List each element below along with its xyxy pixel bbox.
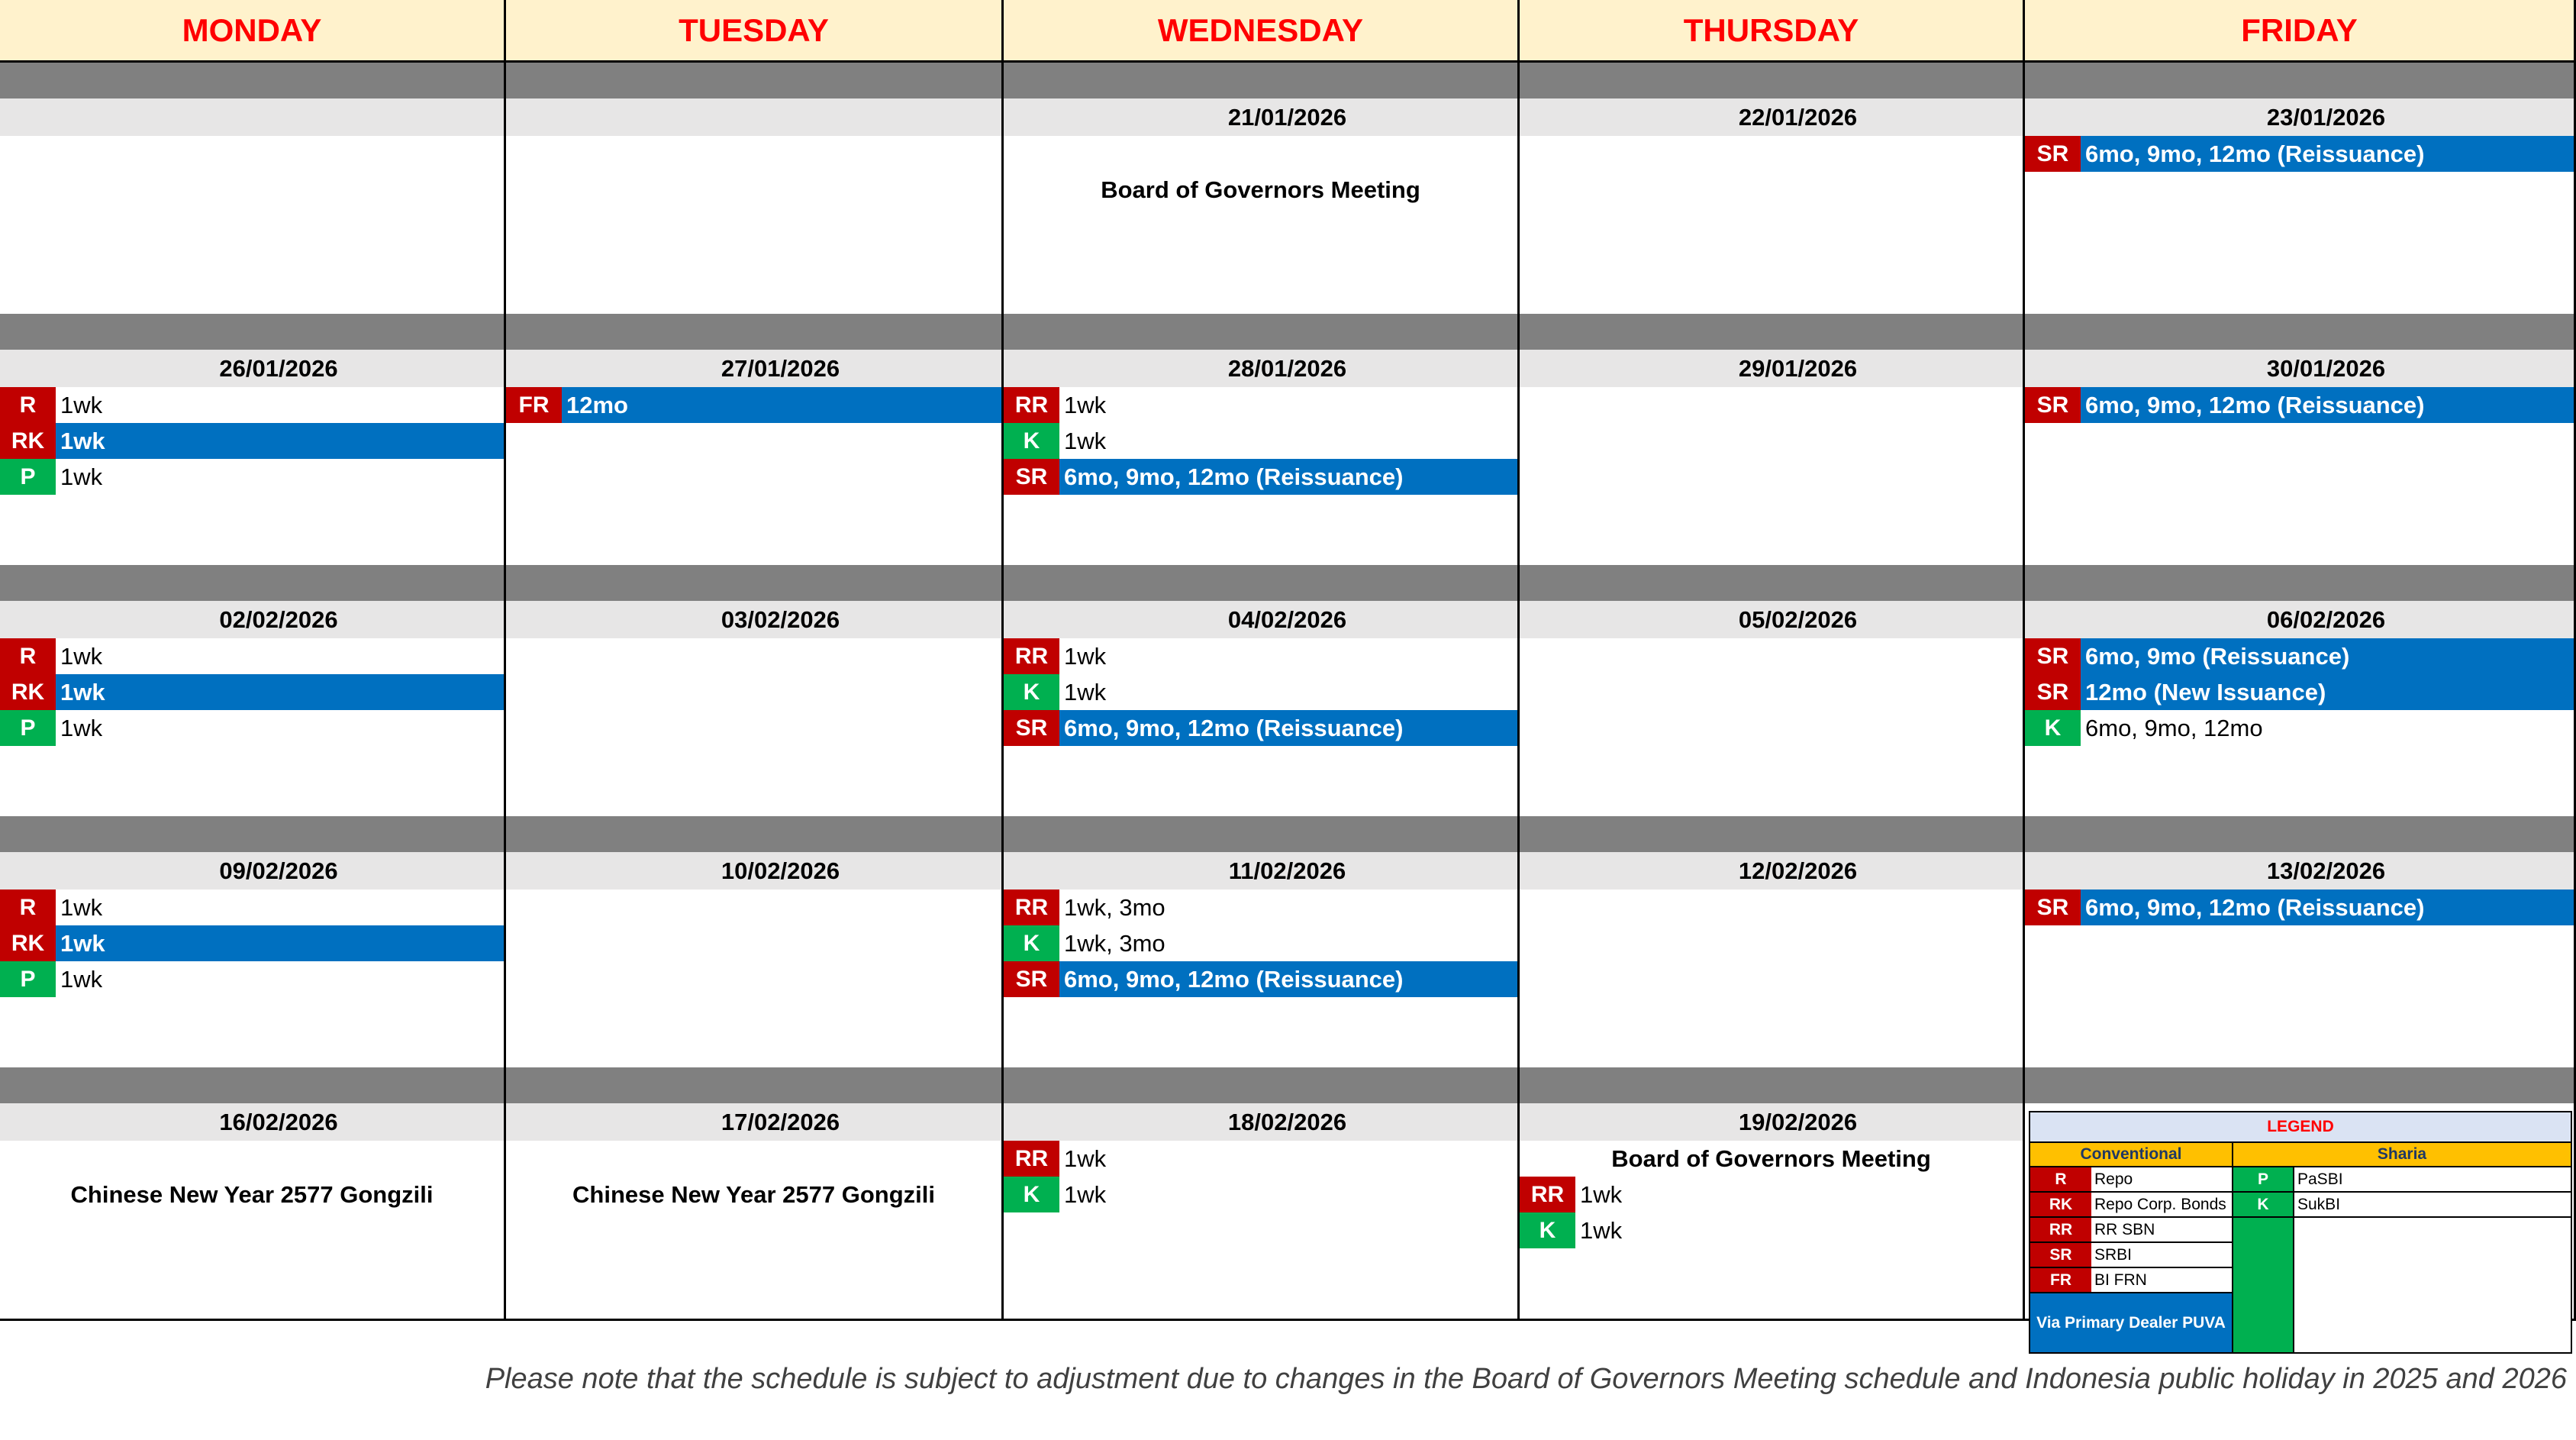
tenor-text: 6mo, 9mo, 12mo (Reissuance) xyxy=(1064,463,1404,490)
legend-code-sharia xyxy=(2232,1268,2293,1293)
legend-row-conventional xyxy=(2030,1218,2232,1243)
day-header-tuesday: TUESDAY xyxy=(506,0,1004,63)
auction-item[interactable] xyxy=(1004,459,1517,495)
tenor-text: 1wk xyxy=(1064,1180,1107,1208)
event-note: Chinese New Year 2577 Gongzili xyxy=(70,1180,434,1208)
day-header-friday: FRIDAY xyxy=(2025,0,2576,63)
date-label: 02/02/2026 xyxy=(0,601,504,638)
day-cell[interactable] xyxy=(2025,565,2576,816)
auction-item[interactable] xyxy=(1004,890,1517,925)
tenor-text: 1wk xyxy=(60,965,103,993)
week-separator xyxy=(2025,63,2574,98)
week-separator xyxy=(506,565,1001,601)
legend-code: SR xyxy=(2030,1243,2091,1267)
week-separator xyxy=(506,63,1001,98)
day-header-wednesday: WEDNESDAY xyxy=(1004,0,1520,63)
day-header-thursday: THURSDAY xyxy=(1520,0,2025,63)
week-separator xyxy=(2025,565,2574,601)
week-separator xyxy=(1004,63,1517,98)
instrument-badge: K xyxy=(1004,925,1059,961)
date-label: 12/02/2026 xyxy=(1520,852,2023,890)
day-cell[interactable] xyxy=(1520,63,2025,314)
day-header-monday: MONDAY xyxy=(0,0,506,63)
day-cell[interactable] xyxy=(1520,314,2025,565)
tenor-text: 6mo, 9mo, 12mo (Reissuance) xyxy=(1064,714,1404,741)
week-separator xyxy=(1004,1067,1517,1103)
auction-item[interactable] xyxy=(1004,710,1517,746)
auction-item[interactable] xyxy=(1004,674,1517,710)
date-label: 19/02/2026 xyxy=(1520,1103,2023,1141)
tenor-text: 1wk xyxy=(1580,1216,1623,1244)
instrument-badge: SR xyxy=(2025,387,2081,423)
day-cell[interactable] xyxy=(0,816,506,1067)
week-separator xyxy=(2025,314,2574,350)
spacer xyxy=(506,1141,1001,1177)
legend-conventional-header: Conventional xyxy=(2030,1143,2232,1167)
spacer xyxy=(1004,136,1517,172)
legend-code: RR xyxy=(2030,1218,2091,1241)
instrument-badge: RK xyxy=(0,674,56,710)
day-cell[interactable] xyxy=(506,565,1004,816)
auction-item[interactable] xyxy=(0,890,504,925)
day-cell[interactable] xyxy=(2025,63,2576,314)
date-label: 17/02/2026 xyxy=(506,1103,1001,1141)
date-label: 11/02/2026 xyxy=(1004,852,1517,890)
date-label: 06/02/2026 xyxy=(2025,601,2574,638)
day-cell[interactable] xyxy=(506,314,1004,565)
week-separator xyxy=(2025,1067,2574,1103)
legend-title: LEGEND xyxy=(2030,1112,2571,1143)
day-cell[interactable] xyxy=(506,816,1004,1067)
tenor-text: 6mo, 9mo (Reissuance) xyxy=(2085,642,2350,670)
auction-item[interactable] xyxy=(2025,710,2574,746)
date-label: 27/01/2026 xyxy=(506,350,1001,387)
date-label: 09/02/2026 xyxy=(0,852,504,890)
auction-item[interactable] xyxy=(1004,638,1517,674)
day-cell[interactable] xyxy=(506,63,1004,314)
day-cell[interactable] xyxy=(2025,314,2576,565)
day-cell[interactable] xyxy=(0,565,506,816)
day-cell[interactable] xyxy=(1004,565,1520,816)
day-cell[interactable] xyxy=(1520,816,2025,1067)
auction-item[interactable] xyxy=(1004,925,1517,961)
auction-item[interactable] xyxy=(1004,1177,1517,1212)
tenor-text: 1wk xyxy=(1064,642,1107,670)
auction-item[interactable] xyxy=(0,387,504,423)
instrument-badge: FR xyxy=(506,387,562,423)
week-separator xyxy=(1004,314,1517,350)
day-cell[interactable] xyxy=(0,63,506,314)
tenor-text: 6mo, 9mo, 12mo (Reissuance) xyxy=(2085,893,2425,921)
date-label: 05/02/2026 xyxy=(1520,601,2023,638)
legend-code-sharia xyxy=(2232,1243,2293,1268)
legend-row-conventional xyxy=(2030,1167,2232,1193)
auction-item[interactable] xyxy=(2025,674,2574,710)
auction-item[interactable] xyxy=(0,925,504,961)
instrument-badge: RR xyxy=(1004,638,1059,674)
day-cell[interactable] xyxy=(1004,63,1520,314)
instrument-badge: SR xyxy=(1004,459,1059,495)
auction-item[interactable] xyxy=(1520,1177,2023,1212)
auction-item[interactable] xyxy=(2025,890,2574,925)
legend-name: Repo Corp. Bonds xyxy=(2091,1193,2232,1216)
instrument-badge: RR xyxy=(1004,387,1059,423)
date-label: 04/02/2026 xyxy=(1004,601,1517,638)
legend xyxy=(2029,1111,2572,1354)
legend-name: SRBI xyxy=(2091,1243,2232,1267)
instrument-badge: P xyxy=(0,459,56,495)
tenor-text: 1wk, 3mo xyxy=(1064,893,1165,921)
instrument-badge: RK xyxy=(0,423,56,459)
legend-name: Repo xyxy=(2091,1167,2232,1191)
week-separator xyxy=(0,1067,504,1103)
event-note: Chinese New Year 2577 Gongzili xyxy=(572,1180,935,1208)
instrument-badge: SR xyxy=(1004,961,1059,997)
tenor-text: 1wk xyxy=(1064,391,1107,418)
legend-sharia-header: Sharia xyxy=(2232,1143,2571,1167)
legend-code: RK xyxy=(2030,1193,2091,1216)
tenor-text: 1wk xyxy=(60,427,105,454)
auction-item[interactable] xyxy=(0,638,504,674)
instrument-badge: SR xyxy=(2025,638,2081,674)
date-label: 22/01/2026 xyxy=(1520,98,2023,136)
date-label: 10/02/2026 xyxy=(506,852,1001,890)
auction-item[interactable] xyxy=(2025,136,2574,172)
instrument-badge: K xyxy=(1004,1177,1059,1212)
week-separator xyxy=(0,314,504,350)
date-label: 23/01/2026 xyxy=(2025,98,2574,136)
event-note: Board of Governors Meeting xyxy=(1101,176,1420,203)
event-note: Board of Governors Meeting xyxy=(1611,1145,1931,1172)
tenor-text: 1wk xyxy=(60,463,103,490)
tenor-text: 1wk xyxy=(1064,678,1107,705)
auction-item[interactable] xyxy=(0,710,504,746)
date-label: 21/01/2026 xyxy=(1004,98,1517,136)
legend-name-sharia: PaSBI xyxy=(2293,1167,2571,1193)
date-label: 16/02/2026 xyxy=(0,1103,504,1141)
auction-item[interactable] xyxy=(0,423,504,459)
tenor-text: 1wk xyxy=(60,642,103,670)
legend-code: FR xyxy=(2030,1268,2091,1292)
date-label: 18/02/2026 xyxy=(1004,1103,1517,1141)
tenor-text: 1wk xyxy=(60,391,103,418)
instrument-badge: SR xyxy=(2025,890,2081,925)
tenor-text: 1wk xyxy=(1580,1180,1623,1208)
tenor-text: 1wk xyxy=(60,714,103,741)
instrument-badge: RR xyxy=(1004,1141,1059,1177)
week-separator xyxy=(506,1067,1001,1103)
legend-row-conventional xyxy=(2030,1193,2232,1218)
legend-code-sharia: K xyxy=(2232,1193,2293,1218)
instrument-badge: RK xyxy=(0,925,56,961)
tenor-text: 12mo (New Issuance) xyxy=(2085,678,2326,705)
instrument-badge: R xyxy=(0,890,56,925)
week-separator xyxy=(1520,63,2023,98)
auction-item[interactable] xyxy=(1004,423,1517,459)
instrument-badge: K xyxy=(2025,710,2081,746)
tenor-text: 1wk xyxy=(60,929,105,957)
legend-row-conventional xyxy=(2030,1243,2232,1268)
instrument-badge: RR xyxy=(1520,1177,1575,1212)
auction-item[interactable] xyxy=(0,674,504,710)
tenor-text: 6mo, 9mo, 12mo (Reissuance) xyxy=(2085,140,2425,167)
legend-sharia-fill xyxy=(2232,1293,2293,1352)
legend-name-sharia xyxy=(2293,1243,2571,1268)
date-label: 28/01/2026 xyxy=(1004,350,1517,387)
week-separator xyxy=(1004,565,1517,601)
day-cell[interactable] xyxy=(1520,1067,2025,1319)
instrument-badge: R xyxy=(0,387,56,423)
auction-item[interactable] xyxy=(2025,387,2574,423)
auction-item[interactable] xyxy=(0,459,504,495)
legend-name-sharia xyxy=(2293,1218,2571,1243)
day-cell[interactable] xyxy=(1520,565,2025,816)
week-separator xyxy=(506,314,1001,350)
auction-item[interactable] xyxy=(1004,387,1517,423)
legend-name-sharia: SukBI xyxy=(2293,1193,2571,1218)
legend-code-sharia: P xyxy=(2232,1167,2293,1193)
week-separator xyxy=(0,63,504,98)
day-cell[interactable] xyxy=(1004,1067,1520,1319)
instrument-badge: P xyxy=(0,961,56,997)
week-separator xyxy=(1520,565,2023,601)
tenor-text: 6mo, 9mo, 12mo (Reissuance) xyxy=(2085,391,2425,418)
footer-note: Please note that the schedule is subject to adjustment due to changes in the Board of Governors Meeting schedule and Indonesia public holiday in 2025 and 2026 xyxy=(485,1363,2567,1395)
week-separator xyxy=(1520,314,2023,350)
auction-item[interactable] xyxy=(2025,638,2574,674)
auction-item[interactable] xyxy=(1520,1212,2023,1248)
instrument-badge: K xyxy=(1004,423,1059,459)
instrument-badge: SR xyxy=(2025,674,2081,710)
tenor-text: 1wk, 3mo xyxy=(1064,929,1165,957)
tenor-text: 1wk xyxy=(60,678,105,705)
date-label: 13/02/2026 xyxy=(2025,852,2574,890)
week-separator xyxy=(2025,816,2574,852)
tenor-text: 12mo xyxy=(566,391,628,418)
legend-code: R xyxy=(2030,1167,2091,1191)
tenor-text: 1wk xyxy=(1064,1145,1107,1172)
week-separator xyxy=(0,565,504,601)
legend-code-sharia xyxy=(2232,1218,2293,1243)
date-label xyxy=(506,98,1001,136)
week-separator xyxy=(1004,816,1517,852)
day-cell[interactable] xyxy=(1004,816,1520,1067)
week-separator xyxy=(1520,816,2023,852)
spacer xyxy=(0,1141,504,1177)
instrument-badge: SR xyxy=(1004,710,1059,746)
date-label: 03/02/2026 xyxy=(506,601,1001,638)
instrument-badge: R xyxy=(0,638,56,674)
day-cell[interactable] xyxy=(0,1067,506,1319)
tenor-text: 6mo, 9mo, 12mo (Reissuance) xyxy=(1064,965,1404,993)
instrument-badge: K xyxy=(1004,674,1059,710)
legend-name: RR SBN xyxy=(2091,1218,2232,1241)
legend-blank xyxy=(2293,1293,2571,1352)
week-separator xyxy=(1520,1067,2023,1103)
auction-item[interactable] xyxy=(1004,1141,1517,1177)
day-cell[interactable] xyxy=(506,1067,1004,1319)
instrument-badge: RR xyxy=(1004,890,1059,925)
legend-puva: Via Primary Dealer PUVA xyxy=(2030,1293,2232,1352)
date-label: 30/01/2026 xyxy=(2025,350,2574,387)
date-label xyxy=(0,98,504,136)
week-separator xyxy=(506,816,1001,852)
week-separator xyxy=(0,816,504,852)
auction-item[interactable] xyxy=(1004,961,1517,997)
instrument-badge: K xyxy=(1520,1212,1575,1248)
tenor-text: 1wk xyxy=(60,893,103,921)
instrument-badge: SR xyxy=(2025,136,2081,172)
instrument-badge: P xyxy=(0,710,56,746)
date-label: 26/01/2026 xyxy=(0,350,504,387)
day-cell[interactable] xyxy=(1004,314,1520,565)
legend-row-conventional xyxy=(2030,1268,2232,1293)
legend-name: BI FRN xyxy=(2091,1268,2232,1292)
legend-name-sharia xyxy=(2293,1268,2571,1293)
day-cell[interactable] xyxy=(2025,816,2576,1067)
date-label: 29/01/2026 xyxy=(1520,350,2023,387)
day-cell[interactable] xyxy=(0,314,506,565)
tenor-text: 6mo, 9mo, 12mo xyxy=(2085,714,2263,741)
auction-item[interactable] xyxy=(0,961,504,997)
auction-item[interactable] xyxy=(506,387,1001,423)
tenor-text: 1wk xyxy=(1064,427,1107,454)
